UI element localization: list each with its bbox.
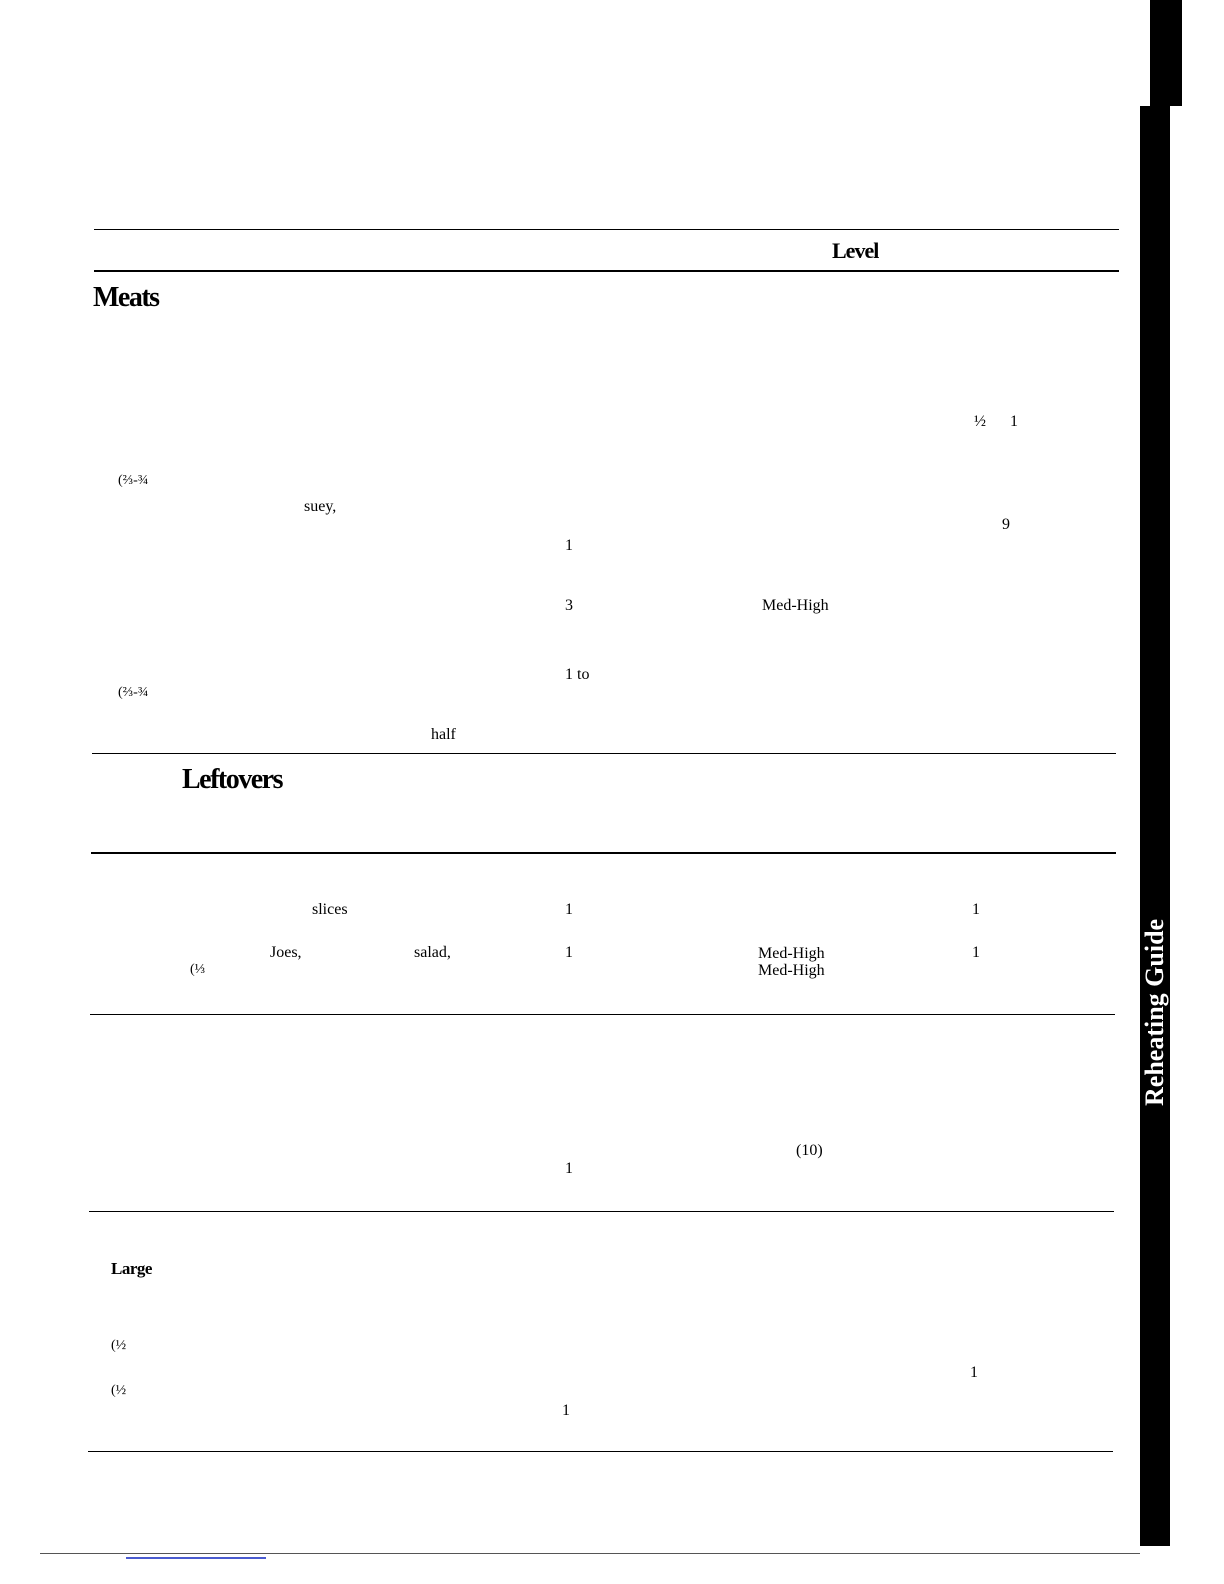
fraction-half: (½ xyxy=(111,1383,127,1398)
fraction-two-thirds: (⅔-¾ xyxy=(118,473,149,488)
sidebar-tab-text: Reheating Guide xyxy=(1140,918,1169,1106)
power-level-ten: (10) xyxy=(796,1142,823,1159)
value-one: 1 xyxy=(972,944,980,961)
fraction-two-thirds: (⅔-¾ xyxy=(118,685,149,700)
value-one: 1 xyxy=(565,1160,573,1177)
section-label-large: Large xyxy=(111,1259,152,1278)
value-one: 1 xyxy=(565,944,573,961)
section-divider-meats-end xyxy=(92,753,1116,754)
text-slices: slices xyxy=(312,901,348,918)
section-divider-leftovers-end xyxy=(90,1014,1115,1015)
value-nine: 9 xyxy=(1002,516,1010,533)
power-level-med-high: Med-High xyxy=(758,945,825,962)
value-one: 1 xyxy=(565,901,573,918)
header-bottom-rule xyxy=(94,270,1119,272)
fraction-half: ½ xyxy=(974,413,986,430)
fraction-half: (½ xyxy=(111,1338,127,1353)
footer-rule xyxy=(40,1553,1140,1554)
value-one: 1 xyxy=(565,537,573,554)
header-top-rule xyxy=(94,229,1119,230)
value-one: 1 xyxy=(1010,413,1018,430)
footer-accent-rule xyxy=(126,1557,266,1559)
value-one: 1 xyxy=(972,901,980,918)
sidebar-tab xyxy=(1140,106,1170,1546)
column-header-level: Level xyxy=(832,238,879,263)
power-level-med-high: Med-High xyxy=(758,962,825,979)
text-joes: Joes, xyxy=(270,944,302,961)
section-title-leftovers: Leftovers xyxy=(182,764,283,795)
value-one: 1 xyxy=(970,1364,978,1381)
fraction-third: (⅓ xyxy=(190,962,206,977)
value-three: 3 xyxy=(565,597,573,614)
section-divider-fourth-end xyxy=(88,1451,1113,1452)
section-divider-third-end xyxy=(89,1211,1114,1212)
value-one-to: 1 to xyxy=(565,666,590,683)
text-half: half xyxy=(431,726,456,743)
value-one: 1 xyxy=(562,1402,570,1419)
section-divider-leftovers-header xyxy=(91,852,1116,854)
text-salad: salad, xyxy=(414,944,451,961)
power-level-med-high: Med-High xyxy=(762,597,829,614)
sidebar-tab-top xyxy=(1150,0,1182,106)
text-suey: suey, xyxy=(304,498,337,515)
section-title-meats: Meats xyxy=(93,282,159,313)
